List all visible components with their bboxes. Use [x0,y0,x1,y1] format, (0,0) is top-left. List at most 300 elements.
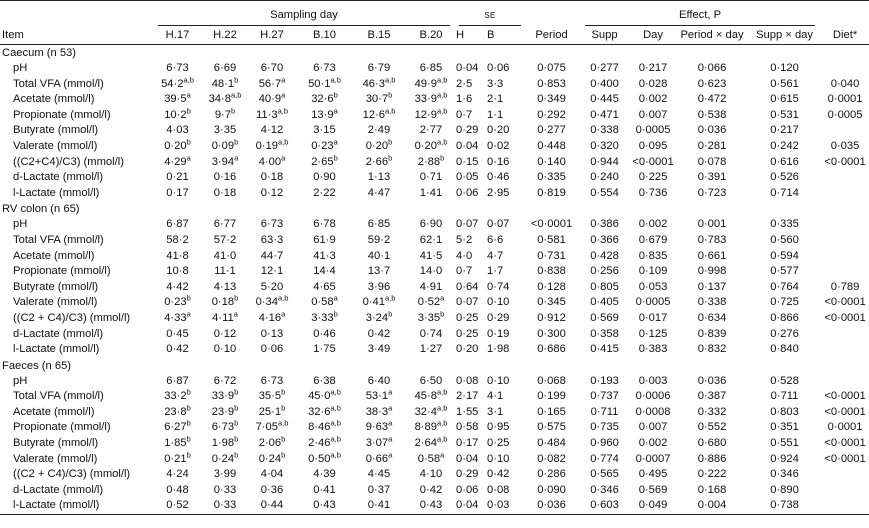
cell-value: 0·23 [311,139,334,152]
cell-value: l-Lactate (mmol/l) [13,499,100,512]
table-cell [203,405,247,421]
cell-value: 6·73 [166,62,189,74]
table-cell [487,139,524,155]
table-cell [247,92,297,108]
cell-value: 0·526 [770,171,799,184]
table-cell [297,186,352,202]
row-label [0,420,152,436]
cell-value: 0·16 [213,171,237,184]
table-cell [487,264,524,280]
cell-value: 7·05 [255,421,278,434]
cell-value: 0·286 [537,468,566,481]
cell-value: 0·002 [638,218,668,231]
table-cell [630,155,676,171]
cell-value: 59·2 [367,233,391,246]
cell-value: 0·10 [487,296,510,309]
table-cell [630,436,676,452]
table-cell [676,186,748,202]
cell-value: 0·33 [213,499,237,512]
row-label [0,92,152,108]
superscript-letter: a [186,152,191,162]
cell-value: 0·634 [697,311,727,324]
table-cell [524,342,579,358]
table-cell [297,217,352,233]
table-cell [821,108,869,124]
table-cell [630,467,676,483]
cell-value: 0·15 [456,155,479,168]
table-cell [630,420,676,436]
row-label [0,467,152,483]
table-cell [152,92,203,108]
cell-value: 2·22 [313,186,336,199]
cell-value: 0·764 [770,280,799,293]
table-row [0,467,869,483]
cell-value: <0·0001 [824,155,866,168]
table-cell [748,436,821,452]
table-cell [247,498,297,514]
row-label [0,389,152,405]
table-cell [297,311,352,327]
table-cell [579,264,630,280]
column-header: H.22 [203,26,247,45]
table-cell [152,264,203,280]
cell-value: 0·25 [456,311,479,324]
table-cell [406,449,456,468]
table-cell [630,295,676,311]
cell-value: ((C2 + C4)/C3) (mmol/l) [13,468,131,481]
table-cell [579,452,630,468]
cell-value: 0·738 [770,499,799,512]
row-label [0,374,152,390]
cell-value: Valerate (mmol/l) [13,296,98,309]
cell-value: 0·21 [164,452,187,465]
cell-value: 0·736 [638,186,668,199]
cell-value: 41·3 [313,249,336,262]
table-cell [630,327,676,343]
table-cell [630,233,676,249]
table-cell [456,139,487,155]
cell-value: 0·41 [367,499,391,512]
cell-value: 0·12 [213,327,237,340]
superscript-letter: b [234,434,239,444]
superscript-letter: a,b [436,387,448,397]
table-cell [487,436,524,452]
superscript-letter: a,b [436,418,448,428]
table-cell [524,295,579,311]
table-cell [676,311,748,327]
table-cell [487,77,524,93]
cell-value: 0·50 [308,452,331,465]
superscript-letter: b [186,106,191,116]
superscript-letter: b [281,449,286,459]
table-row [0,389,869,405]
table-cell [152,405,203,421]
cell-value: 57·2 [213,233,237,246]
cell-value: 0·217 [638,62,668,74]
cell-value: 4·91 [419,280,443,293]
table-cell [487,327,524,343]
cell-value: 3·49 [367,343,391,356]
superscript-letter: a [186,90,191,100]
cell-value: 3·35 [417,311,441,324]
table-cell [579,108,630,124]
cell-value: 48·1 [211,77,235,90]
table-cell [676,483,748,499]
cell-value: 0·445 [590,93,619,106]
table-cell [406,139,456,155]
table-cell [352,92,406,108]
table-row [0,405,869,421]
table-cell [352,389,406,405]
cell-value: 0·37 [367,483,391,496]
table-cell [456,170,487,186]
cell-value: 0·17 [456,437,479,450]
table-row [0,108,869,124]
table-cell [821,217,869,233]
section-title: Caecum (n 53) [2,47,76,59]
cell-value: 0·594 [770,249,799,262]
cell-value: Total VFA (mmol/l) [13,390,104,403]
table-cell [579,77,630,93]
cell-value: Total VFA (mmol/l) [13,77,104,90]
superscript-letter: a,b [277,106,288,116]
row-label [0,295,152,311]
table-cell [630,249,676,265]
cell-value: 0·43 [419,499,443,512]
cell-value: 25·1 [258,405,282,418]
table-cell [297,233,352,249]
table-cell [579,389,630,405]
table-cell [676,452,748,468]
table-cell [487,280,524,296]
cell-value: 0·52 [417,296,441,309]
table-cell [247,374,297,390]
table-cell [676,374,748,390]
table-cell [456,374,487,390]
cell-value: 2·46 [308,437,331,450]
cell-value: 0·998 [697,265,727,278]
cell-value: 0·714 [770,186,799,199]
cell-value: 0·400 [590,77,619,90]
superscript-letter: a [333,137,338,147]
table-cell [406,280,456,296]
cell-value: 1·55 [456,405,479,418]
table-cell [406,123,456,139]
superscript-letter: a,b [384,106,396,116]
cell-value: 0·095 [638,139,668,152]
table-cell [406,170,456,186]
cell-value: 0·912 [537,311,566,324]
cell-value: 0·17 [166,186,189,199]
table-cell [247,483,297,499]
table-cell [297,61,352,77]
cell-value: 0·18 [211,296,235,309]
cell-value: 0·168 [697,483,727,496]
table-cell [748,233,821,249]
table-cell [152,311,203,327]
superscript-letter: b [186,403,191,413]
table-cell [297,139,352,155]
cell-value: 63·3 [260,233,284,246]
cell-value: 0·351 [770,421,799,434]
table-cell [152,139,203,155]
table-cell [487,467,524,483]
column-header: H [456,26,487,45]
cell-value: 0·924 [770,452,799,465]
table-cell [406,217,456,233]
superscript-letter: a,b [330,74,341,84]
cell-value: 0·7 [456,108,473,121]
table-cell [406,342,456,358]
cell-value: 0·18 [260,171,284,184]
table-cell [579,61,630,77]
cell-value: 2·17 [456,390,479,403]
cell-value: 0·64 [456,280,479,293]
table-cell [821,170,869,186]
table-cell [524,280,579,296]
table-cell [630,186,676,202]
table-cell [203,264,247,280]
table-cell [152,449,203,468]
table-cell [524,264,579,280]
superscript-letter: a [388,434,393,444]
cell-value: 0·002 [638,93,668,106]
table-cell [297,327,352,343]
cell-value: 0·06 [456,483,479,496]
table-cell [630,311,676,327]
cell-value: 41·8 [166,249,189,262]
table-cell [579,467,630,483]
table-cell [579,436,630,452]
table-cell [406,389,456,405]
cell-value: 0·07 [487,218,510,231]
cell-value: 45·0 [308,390,331,403]
cell-value: d-Lactate (mmol/l) [13,327,104,340]
cell-value: 0·222 [697,468,727,481]
table-cell [676,217,748,233]
table-cell [297,467,352,483]
cell-value: 0·839 [697,327,727,340]
cell-value: d-Lactate (mmol/l) [13,483,104,496]
superscript-letter: a [281,74,286,84]
cell-value: 2·66 [365,155,389,168]
table-row [0,498,869,514]
table-cell [352,170,406,186]
cell-value: 0·686 [537,343,566,356]
table-cell [579,327,630,343]
cell-value: 0·0005 [635,296,671,309]
table-cell [579,155,630,171]
superscript-letter: b [388,309,393,319]
table-cell [630,342,676,358]
cell-value: 14·0 [419,265,443,278]
table-cell [352,420,406,436]
cell-value: 30·7 [365,93,389,106]
cell-value: 0·03 [487,499,510,512]
table-cell [676,77,748,93]
table-cell [748,452,821,468]
cell-value: 6·79 [367,62,391,74]
table-cell [203,449,247,468]
superscript-letter: b [333,152,338,162]
table-cell [456,280,487,296]
cell-value: 0·886 [697,452,727,465]
cell-value: pH [13,218,28,231]
row-label [0,233,152,249]
table-cell [676,108,748,124]
table-cell [748,92,821,108]
table-cell [456,498,487,514]
cell-value: 0·679 [638,233,668,246]
superscript-letter: b [234,74,239,84]
table-cell [203,233,247,249]
table-cell [524,311,579,327]
table-cell [676,342,748,358]
table-cell [297,342,352,358]
cell-value: 0·661 [697,249,727,262]
table-cell [487,217,524,233]
cell-value: 0·391 [697,171,727,184]
table-cell [487,420,524,436]
cell-value: 4·12 [260,124,284,137]
cell-value: Valerate (mmol/l) [13,139,98,152]
cell-value: 44·7 [260,249,284,262]
table-cell [748,155,821,171]
cell-value: 4·33 [164,311,187,324]
cell-value: 0·58 [417,452,441,465]
table-cell [487,374,524,390]
cell-value: 0·217 [770,124,799,137]
table-cell [406,233,456,249]
table-cell [676,498,748,514]
cell-value: 4·42 [166,280,189,293]
cell-value: 8·89 [414,421,437,434]
cell-value: 1·1 [487,108,504,121]
table-cell [203,342,247,358]
cell-value: 6·90 [419,218,443,231]
table-cell [352,342,406,358]
table-cell [152,74,203,93]
table-row [0,61,869,77]
row-label [0,280,152,296]
table-cell [406,420,456,436]
table-cell [247,139,297,155]
cell-value: 0·803 [770,405,799,418]
table-cell [748,498,821,514]
cell-value: 46·3 [362,77,385,90]
table-cell [456,327,487,343]
table-cell [821,155,869,171]
superscript-letter: a [186,309,191,319]
table-cell [352,311,406,327]
table-cell [748,264,821,280]
table-cell [203,436,247,452]
cell-value: 0·45 [166,327,189,340]
cell-value: 1·13 [367,171,391,184]
column-header: Supp × day [748,26,821,45]
table-row [0,217,869,233]
cell-value: 0·335 [537,171,566,184]
column-header: B.15 [352,26,406,45]
cell-value: 38·3 [365,405,389,418]
effect-header: Effect, P [579,1,821,27]
cell-value: 4·03 [166,124,189,137]
cell-value: Propionate (mmol/l) [13,265,111,278]
cell-value: 6·77 [213,218,237,231]
se-header: se [456,1,524,27]
cell-value: 6·72 [213,374,237,387]
table-cell [630,92,676,108]
table-cell [203,311,247,327]
cell-value: 12·9 [414,108,437,121]
cell-value: 0·95 [487,421,510,434]
table-cell [297,108,352,124]
cell-value: 0·29 [487,311,510,324]
cell-value: 0·035 [830,139,860,152]
row-label [0,264,152,280]
table-cell [821,280,869,296]
table-cell [524,77,579,93]
cell-value: 0·007 [638,108,668,121]
cell-value: 0·06 [260,343,284,356]
cell-value: 45·8 [414,390,437,403]
cell-value: 0·819 [537,186,566,199]
table-cell [456,342,487,358]
cell-value: 0·225 [638,171,668,184]
table-cell [748,420,821,436]
table-cell [676,123,748,139]
superscript-letter: b [234,387,239,397]
cell-value: 0·10 [213,343,237,356]
cell-value: 0·20 [487,124,510,137]
cell-value: 0·242 [770,139,799,152]
cell-value: pH [13,374,28,387]
cell-value: 62·1 [419,233,443,246]
cell-value: 0·42 [419,483,443,496]
cell-value: 0·960 [590,437,619,450]
table-cell [406,108,456,124]
row-label [0,155,152,171]
cell-value: 11·1 [214,265,236,278]
table-cell [456,249,487,265]
table-cell [352,108,406,124]
table-cell [352,483,406,499]
table-row [0,311,869,327]
cell-value: 0·0005 [827,108,863,121]
cell-value: 0·386 [590,218,619,231]
cell-value: 0·366 [590,233,619,246]
cell-value: 33·2 [164,390,187,403]
row-label [0,249,152,265]
cell-value: 0·281 [697,139,727,152]
table-row [0,452,869,468]
cell-value: 0·128 [537,280,566,293]
table-cell [247,420,297,436]
cell-value: 12·1 [260,265,284,278]
cell-value: 0·193 [590,374,619,387]
row-label [0,61,152,77]
table-cell [352,295,406,311]
cell-value: 0·036 [537,499,566,512]
table-cell [152,170,203,186]
cell-value: 0·835 [638,249,668,262]
table-cell [524,92,579,108]
cell-value: 0·140 [537,155,566,168]
superscript-letter: a [333,293,338,303]
cell-value: Propionate (mmol/l) [13,421,111,434]
table-cell [247,342,297,358]
cell-value: 10·8 [166,265,189,278]
